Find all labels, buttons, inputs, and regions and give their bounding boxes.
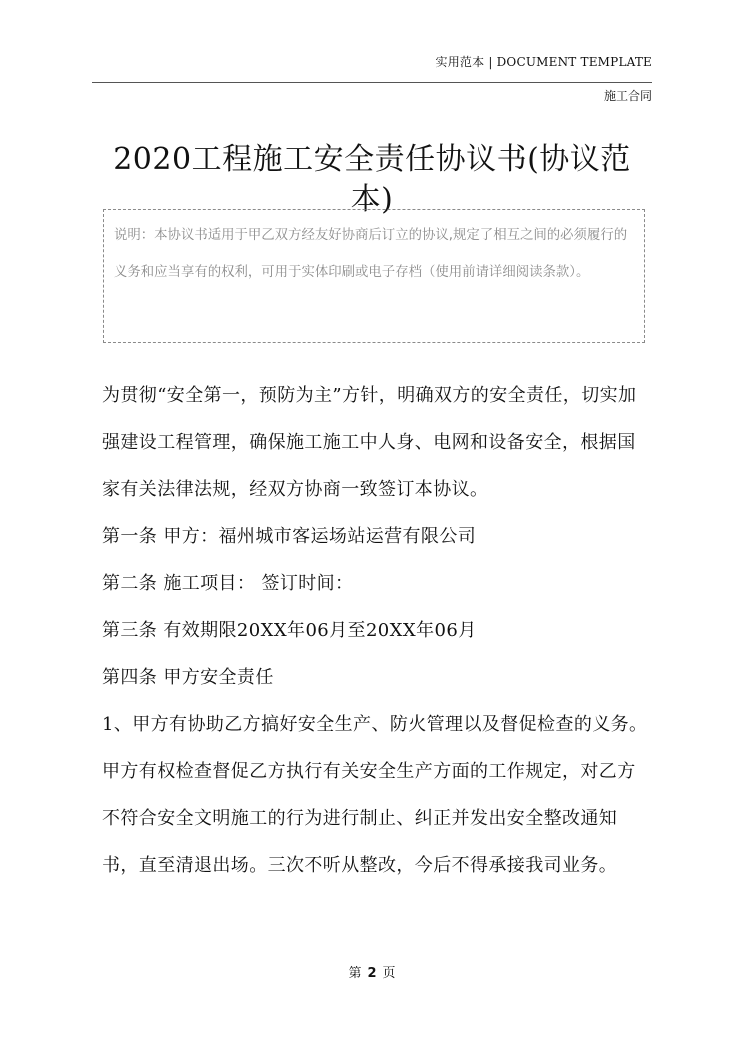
paragraph-article-2: 第二条 施工项目： 签订时间： [102,573,354,594]
paragraph-intro: 为贯彻“安全第一，预防为主”方针，明确双方的安全责任，切实加强建设工程管理，确保施工施工中人身、电网和设备安全，根据国家有关法律法规，经双方协商一致签订本协议。 [102,385,637,500]
paragraph-clause-1: 1、甲方有协助乙方搞好安全生产、防火管理以及督促检查的义务。甲方有权检查督促乙方执行有关安全生产方面的工作规定，对乙方不符合安全文明施工的行为进行制止、纠正并发出安全整改通知书，直至清退出场。三次不听从整改，今后不得承接我司业务。 [102,714,648,876]
page-title: 2020工程施工安全责任协议书(协议范本) [113,142,631,217]
paragraph-article-1: 第一条 甲方：福州城市客运场站运营有限公司 [102,526,477,547]
page-footer [0,962,744,981]
contract-body [102,372,652,889]
paragraph-article-4: 第四条 甲方安全责任 [102,667,274,688]
header-divider [92,82,652,83]
page-number: 2 [367,966,377,981]
category-label: 施工合同 [603,89,652,103]
description-note: 说明：本协议书适用于甲乙双方经友好协商后订立的协议,规定了相互之间的必须履行的义务和应当享有的权利，可用于实体印刷或电子存档（使用前请详细阅读条款）。 [103,209,645,343]
document-template-header: 实用范本 | DOCUMENT TEMPLATE [435,55,652,69]
footer-suffix: 页 [382,966,396,981]
paragraph-article-3: 第三条 有效期限20XX年06月至20XX年06月 [102,620,477,641]
footer-prefix: 第 [348,966,362,981]
